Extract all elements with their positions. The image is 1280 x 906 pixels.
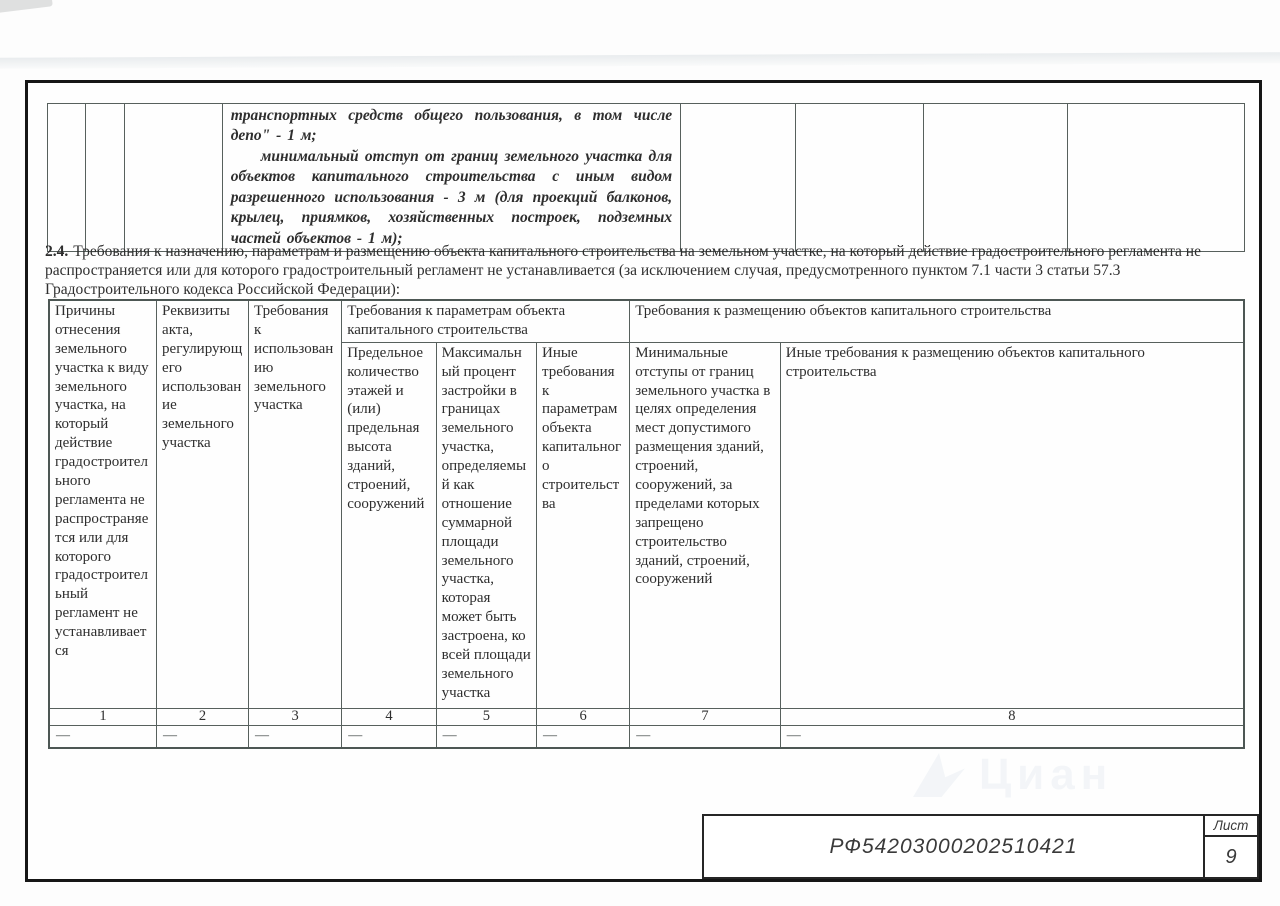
column-numbers-row (49, 708, 1244, 725)
column-number-cell: 3 (249, 708, 342, 725)
requirements-table (48, 299, 1245, 749)
header-other-placement-requirements: Иные требования к размещению объектов капитального строительства (780, 342, 1244, 708)
continuation-row (48, 104, 1245, 252)
header-other-parameter-requirements: Иные требования к параметрам объекта капитального строительства (537, 342, 630, 708)
header-act-details: Реквизиты акта, регулирующего использование земельного участка (157, 300, 249, 708)
column-number-cell: 8 (780, 708, 1244, 725)
header-min-setbacks: Минимальные отступы от границ земельного участка в целях определения мест допустимого размещения зданий, строений, сооружений, за пределами которых запрещено строительство зданий, строений, сооружений (630, 342, 781, 708)
header-max-floors: Предельное количество этажей и (или) предельная высота зданий, строений, сооружений (342, 342, 436, 708)
empty-cell (681, 104, 796, 252)
sheet-box (1203, 814, 1259, 879)
value-cell: — (342, 725, 436, 748)
value-cell: — (157, 725, 249, 748)
continuation-text-cell (222, 104, 680, 252)
values-row (49, 725, 1244, 748)
sheet-label: Лист (1205, 816, 1257, 837)
empty-cell (1067, 104, 1244, 252)
section-text: Требования к назначению, параметрам и размещению объекта капитального строительства на земельном участке, на который действие градостроительного регламента не распространяется или для которого градостроительный регламент не устанавливается (за исключением случая, предусмотренного пунктом 7.1 части 3 статьи 57.3 Градостроительного кодекса Российской Федерации): (45, 243, 1201, 298)
empty-cell (124, 104, 222, 252)
header-reasons: Причины отнесения земельного участка к виду земельного участка, на который действие градостроительного регламента не распространяется или для которого градостроительный регламент не устанавливается (49, 300, 157, 708)
sheet-number: 9 (1225, 845, 1237, 868)
empty-cell (48, 104, 86, 252)
empty-cell (924, 104, 1068, 252)
document-sheet-frame (25, 80, 1262, 882)
continuation-paragraph: транспортных средств общего пользования, в том числе депо" - 1 м; (230, 107, 673, 145)
column-number-cell: 2 (157, 708, 249, 725)
watermark-logo-icon (913, 753, 965, 797)
empty-cell (796, 104, 924, 252)
header-max-coverage: Максимальный процент застройки в границах земельного участка, определяемый как отношение суммарной площади земельного участка, которая может быть застроена, ко всей площади земельного участка (436, 342, 536, 708)
column-number-cell: 6 (537, 708, 630, 725)
value-cell: — (780, 725, 1244, 748)
document-code-box (702, 814, 1205, 879)
watermark-text: Циан (979, 750, 1114, 799)
value-cell: — (630, 725, 781, 748)
value-cell: — (537, 725, 630, 748)
table-header-group-row (49, 300, 1244, 342)
header-group-object-parameters: Требования к параметрам объекта капитального строительства (342, 300, 630, 342)
scan-corner-artifact (0, 0, 53, 14)
column-number-cell: 5 (436, 708, 536, 725)
title-block (702, 814, 1259, 879)
empty-cell (86, 104, 124, 252)
continuation-table (47, 103, 1245, 252)
column-number-cell: 1 (49, 708, 157, 725)
value-cell: — (436, 725, 536, 748)
section-2-4-paragraph (45, 243, 1251, 300)
scan-page-edge-shadow (0, 52, 1280, 69)
continuation-paragraph: минимальный отступ от границ земельного участка для объектов капитального строительства с иным видом разрешенного использования - 3 м (для проекций балконов, крылец, приямков, хозяйственных построек, подземных частей объектов - 1 м); (230, 147, 673, 247)
column-number-cell: 7 (630, 708, 781, 725)
watermark (913, 747, 1203, 803)
header-group-object-placement: Требования к размещению объектов капитального строительства (630, 300, 1244, 342)
header-usage-requirements: Требования к использованию земельного участка (249, 300, 342, 708)
value-cell: — (49, 725, 157, 748)
value-cell: — (249, 725, 342, 748)
section-number: 2.4. (45, 243, 69, 260)
document-code: РФ54203000202510421 (829, 834, 1078, 858)
column-number-cell: 4 (342, 708, 436, 725)
